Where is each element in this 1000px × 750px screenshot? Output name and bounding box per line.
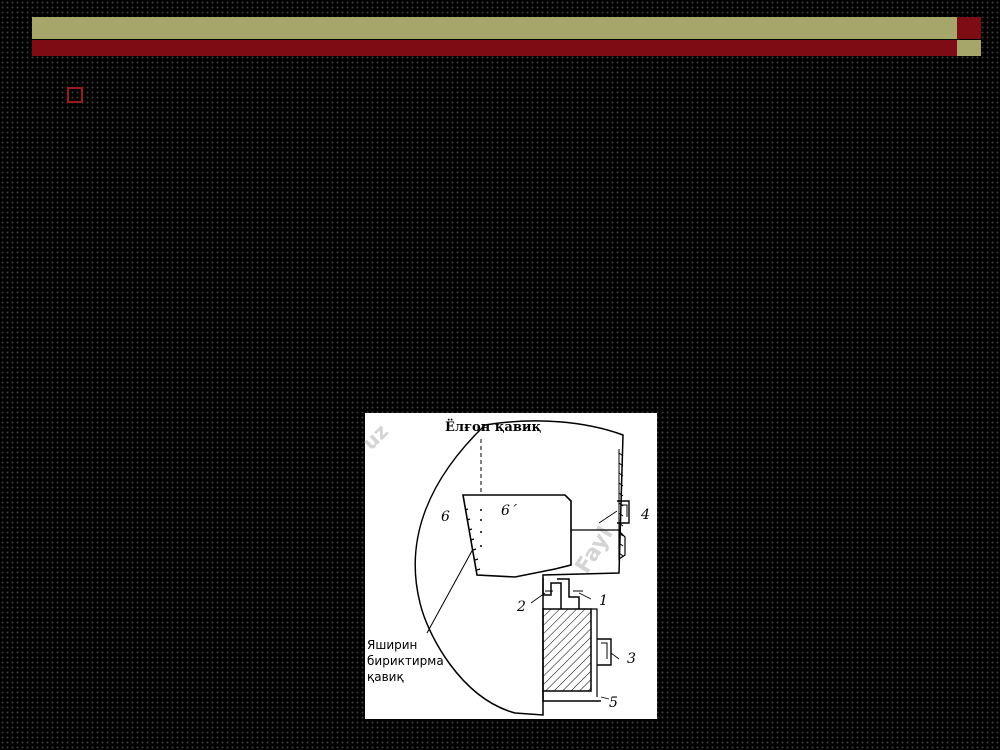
label-6: 6	[441, 509, 450, 525]
callout-line-2: бириктирма	[367, 654, 444, 668]
leader-3	[611, 653, 619, 659]
block-side-line	[591, 609, 597, 697]
top-fold-piece	[463, 495, 571, 577]
callout-line-1: Яширин	[367, 638, 418, 652]
bullet-square-icon	[67, 87, 83, 103]
watermark-right: Fayl	[570, 522, 619, 579]
hatched-block	[543, 609, 591, 691]
header-bar-bottom	[32, 40, 957, 56]
leader-1	[579, 593, 591, 599]
seam-diagram-svg	[357, 413, 657, 719]
label-3: 3	[627, 651, 636, 667]
callout-leader-line	[427, 549, 473, 633]
clamp-left	[543, 578, 561, 609]
part-3-inner	[601, 643, 607, 659]
label-5: 5	[609, 695, 618, 711]
label-2: 2	[517, 599, 526, 615]
label-4: 4	[641, 507, 650, 523]
leader-5	[601, 697, 609, 699]
leader-4	[599, 511, 617, 523]
label-1: 1	[599, 593, 608, 609]
callout-line-3: қавиқ	[367, 670, 404, 684]
watermark-top: uz	[357, 419, 393, 455]
seam-diagram-figure	[357, 413, 657, 719]
header-accent-square-bottom	[957, 40, 981, 56]
header-bar-top	[32, 17, 957, 39]
figure-title: Ёлғон қавиқ	[445, 420, 542, 435]
header-accent-square-top	[957, 17, 981, 39]
label-6prime: 6´	[501, 503, 517, 519]
bottom-edge-5	[543, 691, 601, 701]
fold-inner-line	[565, 495, 571, 563]
